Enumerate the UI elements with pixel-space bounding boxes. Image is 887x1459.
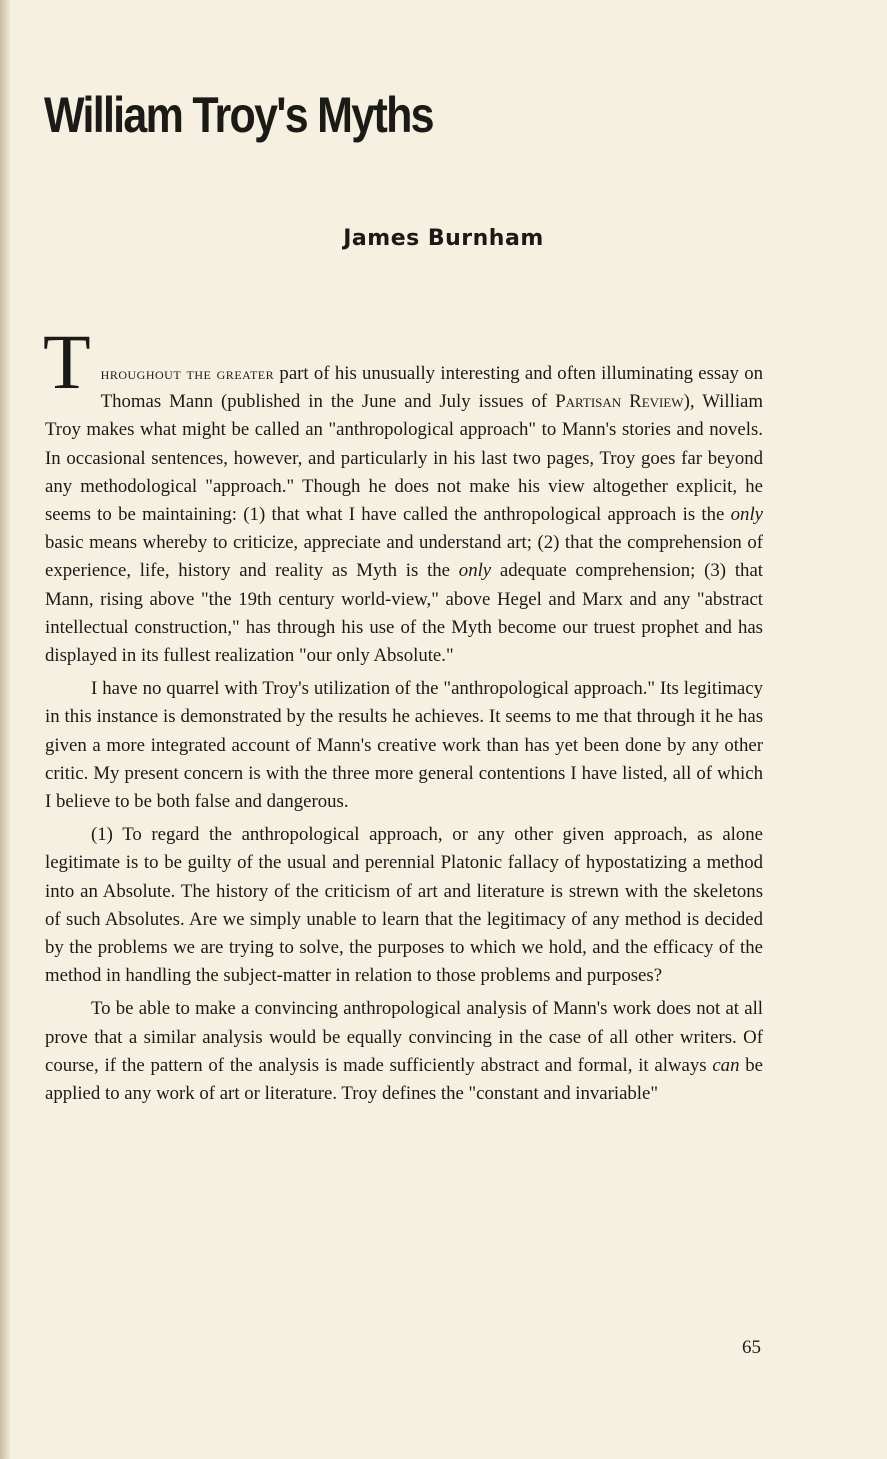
paragraph-1-text-c: basic means whereby to criticize, appreciate and understand art; (2) that the comprehension of experience, life, history and reality as Myth is the	[45, 532, 763, 582]
page-number: 65	[742, 1337, 761, 1358]
paragraph-2: I have no quarrel with Troy's utilization of the "anthropological approach." Its legitimacy in this instance is demonstrated by the results he achieves. It seems to me that through it he has given a more integrated account of Mann's creative work than has yet been done by any other critic. My present concern is with the three more general contentions I have listed, all of which I believe to be both false and dangerous.	[45, 678, 763, 813]
paragraph-1-text-a: part of his unusually interesting and often illuminating essay on Thomas Mann (published in the June and July issues of	[100, 363, 764, 413]
author-byline: James Burnham	[343, 226, 544, 251]
paragraph-3: (1) To regard the anthropological approach, or any other given approach, as alone legitimate is to be guilty of the usual and perennial Platonic fallacy of hypostatizing a method into an Absolute. The history of the criticism of art and literature is strewn with the skeletons of such Absolutes. Are we simply unable to learn that the legitimacy of any method is decided by the problems we are trying to solve, the purposes to which we hold, and the efficacy of the method in handling the subject-matter in relation to those problems and purposes?	[45, 824, 763, 987]
paragraph-4	[45, 995, 763, 1108]
page-edge	[0, 0, 10, 1459]
lead-in-small-caps: hroughout the greater	[100, 364, 275, 383]
paragraph-1	[43, 318, 764, 670]
article-title: William Troy's Myths	[44, 87, 433, 143]
emphasis-only-2: only	[458, 560, 492, 582]
journal-name: Partisan Review	[555, 391, 684, 413]
paragraph-4-text-b: be applied to any work of art or literature. Troy defines the "constant and invariable"	[45, 1054, 763, 1105]
article-body	[43, 318, 764, 1113]
emphasis-can: can	[712, 1054, 740, 1076]
emphasis-only-1: only	[730, 504, 763, 526]
paragraph-1-text-d: adequate comprehension; (3) that Mann, rising above "the 19th century world-view," above Hegel and Marx and any "abstract intellectual construction," has through his use of the Myth become our truest prophet and has displayed in its fullest realization "our only Absolute."	[45, 560, 763, 667]
paragraph-1-text-b: ), William Troy makes what might be called an "anthropological approach" to Mann's stories and novels. In occasional sentences, however, and particularly in his last two pages, Troy goes far beyond any methodological "approach." Though he does not make his view altogether explicit, he seems to be maintaining: (1) that what I have called the anthropological approach is the	[45, 391, 763, 526]
drop-cap: T	[43, 318, 91, 405]
paragraph-4-text-a: To be able to make a convincing anthropological analysis of Mann's work does not at all prove that a similar analysis would be equally convincing in the case of all other writers. Of course, if the pattern of the analysis is made sufficiently abstract and formal, it always	[45, 998, 763, 1076]
